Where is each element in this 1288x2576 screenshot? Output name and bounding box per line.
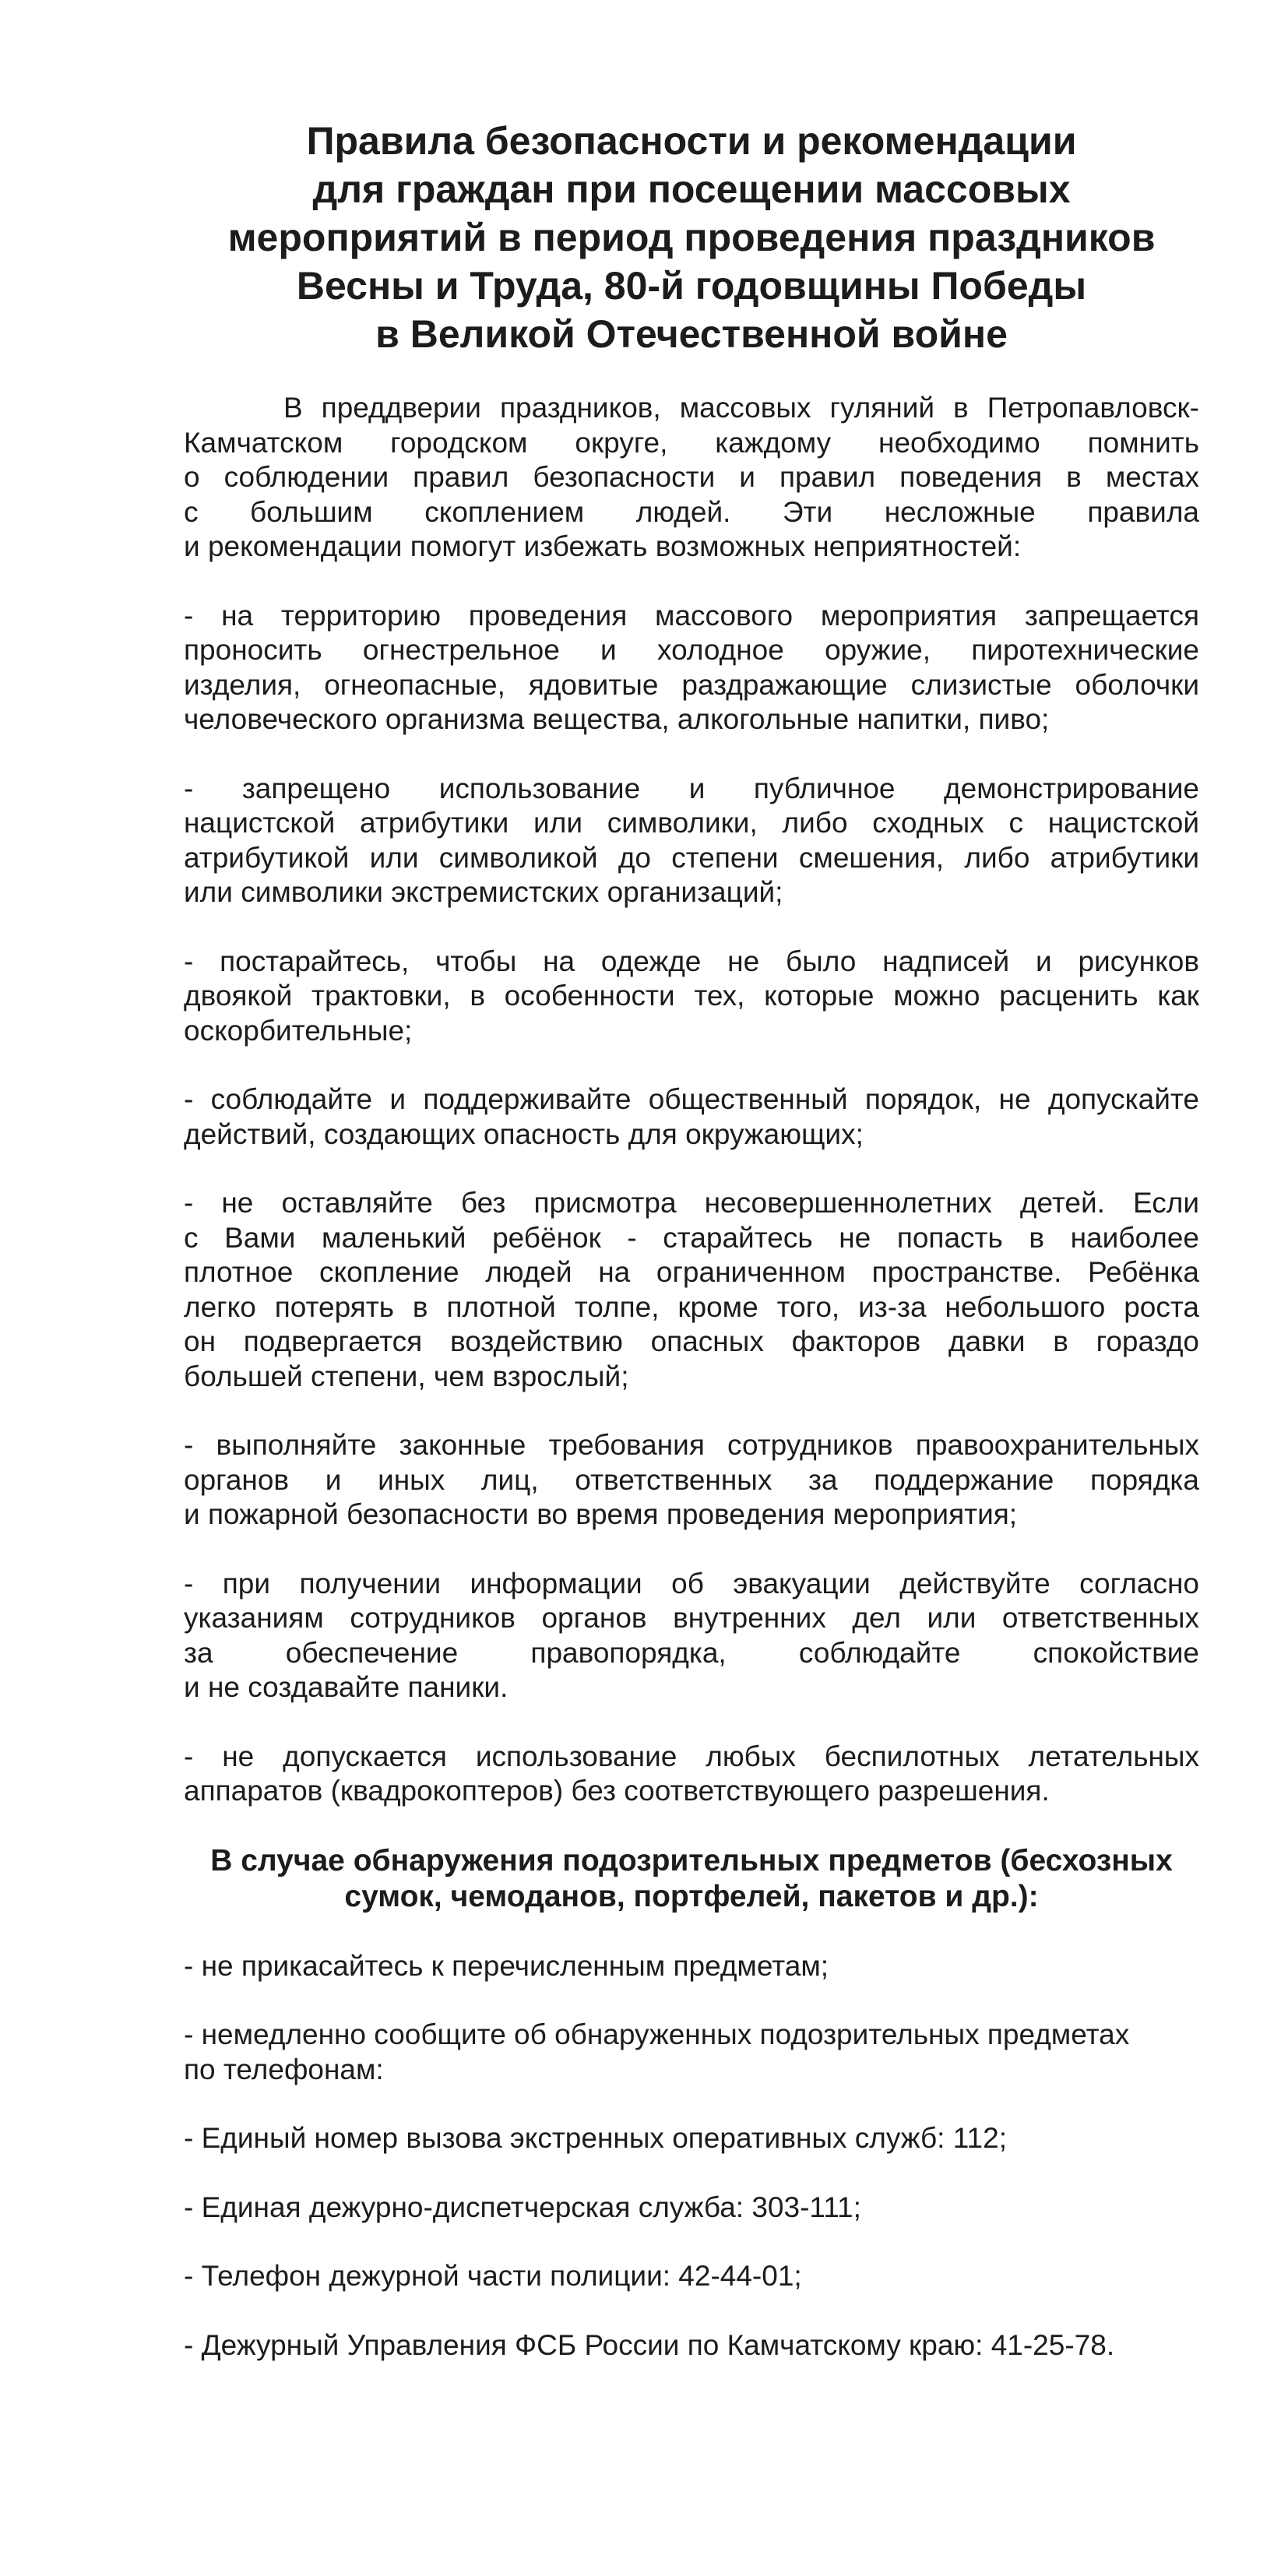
rule-line: изделия, огнеопасные, ядовитые раздражающие слизистые оболочки [184,668,1199,701]
rule-line: - выполняйте законные требования сотрудников правоохранительных [184,1429,1199,1461]
rule-line: он подвергается воздействию опасных факторов давки в гораздо [184,1325,1199,1357]
action-item [184,1949,1199,1984]
rule-line: - не оставляйте без присмотра несовершеннолетних детей. Если [184,1187,1199,1219]
rule-item [184,1082,1199,1152]
rule-item [184,1428,1199,1533]
rule-line: с Вами маленький ребёнок - старайтесь не попасть в наиболее [184,1221,1199,1254]
title-line: Весны и Труда, 80-й годовщины Победы [296,264,1087,308]
rule-line: легко потерять в плотной толпе, кроме того, из-за небольшого роста [184,1290,1199,1323]
document-page [184,117,1199,2391]
action-line: - немедленно сообщите об обнаруженных подозрительных предметах [184,2018,1130,2050]
heading-line: сумок, чемоданов, портфелей, пакетов и др.): [344,1879,1039,1913]
action-line: - не прикасайтесь к перечисленным предметам; [184,1949,829,1982]
title-line: в Великой Отечественной войне [375,312,1008,356]
phone-item [184,2328,1199,2363]
phone-line: - Дежурный Управления ФСБ России по Камчатскому краю: 41-25-78. [184,2328,1115,2361]
rule-line: за обеспечение правопорядка, соблюдайте спокойствие [184,1636,1199,1669]
phone-item [184,2121,1199,2156]
rule-line: проносить огнестрельное и холодное оружие, пиротехнические [184,634,1199,666]
phone-item [184,2259,1199,2294]
rule-line: - постарайтесь, чтобы на одежде не было надписей и рисунков [184,945,1199,977]
rule-line: человеческого организма вещества, алкогольные напитки, пиво; [184,703,1050,735]
rule-item [184,1186,1199,1394]
action-line: по телефонам: [184,2053,384,2085]
rule-line: аппаратов (квадрокоптеров) без соответствующего разрешения. [184,1775,1050,1807]
intro-line: о соблюдении правил безопасности и правил поведения в местах [184,461,1199,493]
rule-item [184,1567,1199,1705]
title-line: мероприятий в период проведения праздников [227,216,1156,259]
rule-line: - на территорию проведения массового мероприятия запрещается [184,599,1199,632]
rule-line: двоякой трактовки, в особенности тех, которые можно расценить как [184,980,1199,1012]
rule-line: органов и иных лиц, ответственных за поддержание порядка [184,1463,1199,1496]
phone-line: - Телефон дежурной части полиции: 42-44-01; [184,2260,802,2292]
document-title [90,117,1288,358]
rule-line: оскорбительные; [184,1014,413,1047]
phone-line: - Единая дежурно-диспетчерская служба: 303-111; [184,2191,861,2223]
rule-line: - при получении информации об эвакуации действуйте согласно [184,1567,1199,1599]
rule-line: нацистской атрибутики или символики, либо сходных с нацистской [184,807,1199,839]
phone-line: - Единый номер вызова экстренных оперативных служб: 112; [184,2122,1007,2154]
action-item [184,2018,1199,2087]
rule-line: и пожарной безопасности во время проведения мероприятия; [184,1498,1018,1530]
phone-item [184,2191,1199,2226]
suspicious-items-heading [176,1843,1207,1915]
rule-line: и не создавайте паники. [184,1671,509,1703]
title-line: Правила безопасности и рекомендации [306,119,1077,163]
rule-item [184,599,1199,737]
rule-line: действий, создающих опасность для окружающих; [184,1117,864,1150]
intro-paragraph [184,391,1199,565]
rule-item [184,772,1199,910]
title-line: для граждан при посещении массовых [312,167,1071,211]
rule-line: - не допускается использование любых беспилотных летательных [184,1740,1199,1772]
rule-line: или символики экстремистских организаций; [184,876,783,908]
intro-line: В преддверии праздников, массовых гуляний в Петропавловск- [283,392,1199,424]
rule-line: плотное скопление людей на ограниченном пространстве. Ребёнка [184,1256,1199,1288]
rule-item [184,945,1199,1049]
intro-line: Камчатском городском округе, каждому необходимо помнить [184,426,1199,459]
rule-line: атрибутикой или символикой до степени смешения, либо атрибутики [184,841,1199,874]
intro-line: и рекомендации помогут избежать возможных неприятностей: [184,530,1022,562]
rule-line: - соблюдайте и поддерживайте общественный порядок, не допускайте [184,1083,1199,1115]
rule-line: указаниям сотрудников органов внутренних дел или ответственных [184,1602,1199,1634]
rule-line: большей степени, чем взрослый; [184,1360,629,1392]
heading-line: В случае обнаружения подозрительных предметов (бесхозных [210,1843,1173,1877]
rule-line: - запрещено использование и публичное демонстрирование [184,772,1199,804]
rule-item [184,1740,1199,1809]
intro-line: с большим скоплением людей. Эти несложные правила [184,495,1199,528]
